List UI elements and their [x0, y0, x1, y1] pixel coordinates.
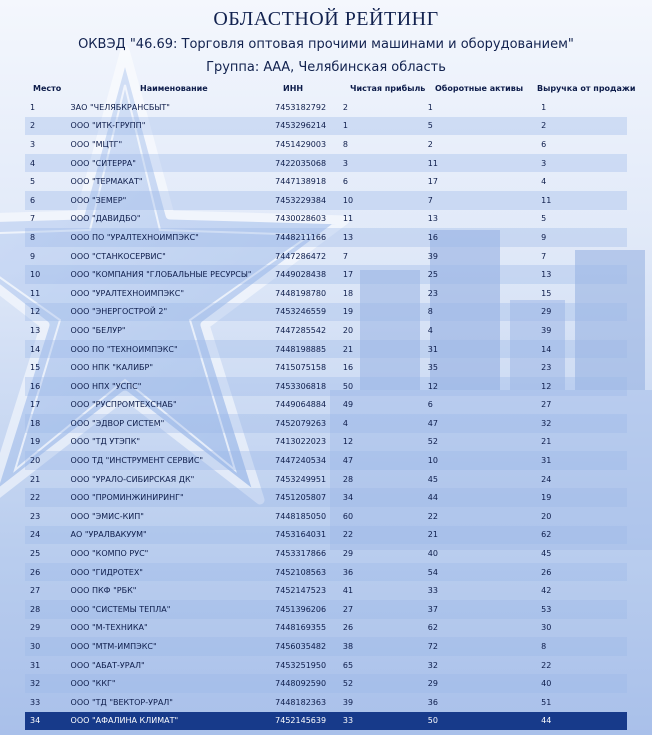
cell-assets: 4 — [427, 325, 433, 335]
cell-name: ООО "МТМ-ИМПЭКС" — [71, 637, 276, 656]
cell-profit: 47 — [343, 451, 428, 470]
header-profit: Чистая прибыль — [350, 84, 426, 93]
cell-inn: 7415075158 — [275, 363, 327, 373]
cell-place: 16 — [25, 377, 71, 396]
cell-name: ООО "ЭНЕРГОСТРОЙ 2" — [71, 303, 276, 322]
cell-profit: 49 — [342, 400, 354, 410]
cell-inn: 7451205807 — [275, 488, 343, 507]
cell-inn: 7453306818 — [275, 377, 343, 396]
cell-name: ООО "УРАЛО-СИБИРСКАЯ ДК" — [70, 474, 195, 484]
cell-profit: 41 — [342, 586, 354, 596]
cell-assets: 33 — [427, 586, 438, 596]
cell-inn: 7452079263 — [275, 414, 343, 433]
table-row — [25, 581, 627, 600]
cell-profit: 65 — [342, 660, 354, 670]
cell-place: 31 — [30, 660, 41, 670]
cell-profit: 12 — [342, 437, 354, 447]
table-row — [25, 451, 627, 470]
cell-profit: 39 — [342, 697, 354, 707]
cell-place: 1 — [30, 102, 36, 112]
cell-assets: 5 — [428, 117, 541, 136]
table-row — [25, 358, 627, 377]
cell-inn: 7448211166 — [275, 228, 343, 247]
table-row — [25, 433, 627, 452]
cell-revenue: 31 — [541, 451, 627, 470]
cell-place: 19 — [30, 437, 41, 447]
cell-revenue: 44 — [541, 712, 627, 731]
cell-inn: 7456035482 — [275, 637, 343, 656]
cell-place: 33 — [30, 697, 41, 707]
cell-place: 15 — [30, 363, 41, 373]
cell-assets: 13 — [427, 214, 438, 224]
cell-profit: 36 — [343, 563, 428, 582]
cell-assets: 17 — [427, 177, 438, 187]
cell-name: ООО "ЭМИС-КИП" — [70, 511, 144, 521]
cell-place: 20 — [25, 451, 71, 470]
cell-assets: 32 — [427, 660, 438, 670]
cell-place: 27 — [30, 586, 41, 596]
table-header — [0, 84, 652, 98]
header-assets: Оборотные активы — [435, 84, 524, 93]
cell-place: 10 — [25, 265, 71, 284]
table-row — [25, 693, 627, 712]
cell-name: ООО "АФАЛИНА КЛИМАТ" — [71, 712, 276, 731]
cell-name: ООО "ПРОМИНЖИНИРИНГ" — [71, 488, 276, 507]
cell-assets: 21 — [428, 526, 541, 545]
cell-revenue: 5 — [541, 214, 547, 224]
cell-inn: 7453249951 — [275, 474, 327, 484]
cell-profit: 18 — [342, 288, 354, 298]
cell-name: ООО "СИТЕРРА" — [71, 154, 276, 173]
table-row — [25, 135, 627, 154]
cell-revenue: 14 — [541, 340, 627, 359]
cell-place: 30 — [25, 637, 71, 656]
cell-name: ООО "КОМПО РУС" — [70, 549, 149, 559]
table-row — [25, 228, 627, 247]
cell-name: АО "УРАЛВАКУУМ" — [71, 526, 276, 545]
cell-place: 4 — [25, 154, 71, 173]
cell-place: 6 — [25, 191, 71, 210]
header-place: Место — [33, 84, 62, 93]
cell-revenue: 40 — [541, 674, 627, 693]
cell-profit: 20 — [342, 325, 354, 335]
cell-inn: 7452108563 — [275, 563, 343, 582]
cell-place: 24 — [25, 526, 71, 545]
cell-assets: 47 — [428, 414, 541, 433]
table-row — [25, 321, 627, 340]
cell-name: ООО ТД "ИНСТРУМЕНТ СЕРВИС" — [71, 451, 276, 470]
cell-name: ООО "УРАЛТЕХНОИМПЭКС" — [70, 288, 184, 298]
cell-inn: 7413022023 — [275, 437, 327, 447]
cell-place: 26 — [25, 563, 71, 582]
cell-revenue: 20 — [541, 511, 552, 521]
cell-inn: 7451429003 — [275, 139, 327, 149]
cell-assets: 36 — [427, 697, 438, 707]
cell-place: 8 — [25, 228, 71, 247]
cell-name: ООО "БЕЛУР" — [70, 325, 126, 335]
cell-profit: 2 — [342, 102, 348, 112]
cell-profit: 4 — [343, 414, 428, 433]
cell-assets: 40 — [427, 549, 438, 559]
cell-profit: 3 — [343, 154, 428, 173]
cell-revenue: 29 — [541, 303, 627, 322]
cell-revenue: 12 — [541, 377, 627, 396]
table-row — [25, 265, 627, 284]
cell-place: 34 — [25, 712, 71, 731]
table-row — [25, 619, 627, 638]
cell-inn: 7453229384 — [275, 191, 343, 210]
cell-profit: 38 — [343, 637, 428, 656]
cell-place: 22 — [25, 488, 71, 507]
cell-name: ООО "ТД УТЭПК" — [70, 437, 141, 447]
cell-inn: 7448198885 — [275, 340, 343, 359]
cell-profit: 10 — [343, 191, 428, 210]
cell-profit: 21 — [343, 340, 428, 359]
cell-revenue: 7 — [541, 251, 547, 261]
cell-inn: 7447286472 — [275, 251, 327, 261]
cell-revenue: 8 — [541, 637, 627, 656]
cell-inn: 7448092590 — [275, 674, 343, 693]
table-row — [25, 470, 627, 489]
cell-assets: 50 — [428, 712, 541, 731]
cell-revenue: 39 — [541, 325, 552, 335]
cell-assets: 72 — [428, 637, 541, 656]
cell-revenue: 6 — [541, 139, 547, 149]
cell-inn: 7453182792 — [275, 102, 327, 112]
cell-revenue: 53 — [541, 600, 627, 619]
cell-revenue: 13 — [541, 265, 627, 284]
cell-assets: 6 — [427, 400, 433, 410]
cell-assets: 10 — [428, 451, 541, 470]
table-row — [25, 117, 627, 136]
cell-place: 5 — [30, 177, 36, 187]
cell-profit: 19 — [343, 303, 428, 322]
cell-profit: 29 — [342, 549, 354, 559]
header-revenue: Выручка от продажи — [537, 84, 636, 93]
cell-inn: 7453317866 — [275, 549, 327, 559]
cell-inn: 7453246559 — [275, 303, 343, 322]
cell-assets: 52 — [427, 437, 438, 447]
table-row — [25, 526, 627, 545]
cell-assets: 12 — [428, 377, 541, 396]
cell-place: 18 — [25, 414, 71, 433]
table-row — [25, 674, 627, 693]
cell-place: 28 — [25, 600, 71, 619]
cell-place: 17 — [30, 400, 41, 410]
cell-inn: 7449064884 — [275, 400, 327, 410]
table-row — [25, 247, 627, 266]
cell-assets: 23 — [427, 288, 438, 298]
cell-profit: 27 — [343, 600, 428, 619]
cell-inn: 7453251950 — [275, 660, 327, 670]
cell-place: 29 — [30, 623, 41, 633]
cell-revenue: 11 — [541, 191, 627, 210]
cell-name: ООО "ККГ" — [71, 674, 276, 693]
cell-assets: 44 — [428, 488, 541, 507]
cell-profit: 34 — [343, 488, 428, 507]
cell-revenue: 23 — [541, 363, 552, 373]
cell-revenue: 4 — [541, 177, 547, 187]
cell-name: ООО "РУСПРОМТЕХСНАБ" — [70, 400, 177, 410]
table-row — [25, 98, 627, 117]
cell-revenue: 32 — [541, 414, 627, 433]
table-row — [25, 637, 627, 656]
cell-name: ООО "М-ТЕХНИКА" — [70, 623, 148, 633]
cell-revenue: 24 — [541, 474, 552, 484]
cell-profit: 6 — [342, 177, 348, 187]
cell-assets: 1 — [427, 102, 433, 112]
cell-place: 25 — [30, 549, 41, 559]
cell-place: 12 — [25, 303, 71, 322]
cell-name: ООО "СИСТЕМЫ ТЕПЛА" — [71, 600, 276, 619]
cell-place: 11 — [30, 288, 41, 298]
cell-revenue: 27 — [541, 400, 552, 410]
cell-profit: 16 — [342, 363, 354, 373]
cell-revenue: 2 — [541, 117, 627, 136]
cell-name: ООО "ИТК-ГРУПП" — [71, 117, 276, 136]
cell-place: 7 — [30, 214, 36, 224]
cell-assets: 35 — [427, 363, 438, 373]
header-name: Наименование — [140, 84, 208, 93]
cell-place: 21 — [30, 474, 41, 484]
cell-name: ООО НПХ "УСПС" — [71, 377, 276, 396]
cell-revenue: 15 — [541, 288, 552, 298]
rating-table — [25, 98, 627, 730]
cell-name: ООО ПКФ "РБК" — [70, 586, 137, 596]
cell-place: 9 — [30, 251, 36, 261]
cell-inn: 7448185050 — [275, 511, 327, 521]
cell-inn: 7453164031 — [275, 526, 343, 545]
cell-revenue: 62 — [541, 526, 627, 545]
cell-name: ООО НПК "КАЛИБР" — [70, 363, 154, 373]
cell-name: ООО "АБАТ-УРАЛ" — [70, 660, 145, 670]
cell-assets: 16 — [428, 228, 541, 247]
cell-assets: 39 — [427, 251, 438, 261]
cell-profit: 28 — [342, 474, 354, 484]
cell-assets: 37 — [428, 600, 541, 619]
cell-profit: 11 — [342, 214, 354, 224]
cell-revenue: 30 — [541, 623, 552, 633]
cell-profit: 26 — [342, 623, 354, 633]
table-row — [25, 414, 627, 433]
cell-assets: 31 — [428, 340, 541, 359]
cell-revenue: 42 — [541, 586, 552, 596]
table-row — [25, 303, 627, 322]
cell-name: ООО "ЗЕМЕР" — [71, 191, 276, 210]
table-row — [25, 172, 627, 191]
page-title: ОБЛАСТНОЙ РЕЙТИНГ — [213, 8, 439, 30]
cell-profit: 7 — [342, 251, 348, 261]
cell-name: ООО "ГИДРОТЕХ" — [71, 563, 276, 582]
table-row — [25, 488, 627, 507]
cell-revenue: 22 — [541, 660, 552, 670]
cell-profit: 8 — [342, 139, 348, 149]
cell-profit: 50 — [343, 377, 428, 396]
cell-name: ООО "КОМПАНИЯ "ГЛОБАЛЬНЫЕ РЕСУРСЫ" — [71, 265, 276, 284]
table-row — [25, 377, 627, 396]
table-row — [25, 507, 627, 526]
cell-profit: 52 — [343, 674, 428, 693]
cell-assets: 45 — [427, 474, 438, 484]
table-row — [25, 544, 627, 563]
cell-inn: 7448182363 — [275, 697, 327, 707]
cell-assets: 25 — [428, 265, 541, 284]
cell-assets: 11 — [428, 154, 541, 173]
cell-inn: 7451396206 — [275, 600, 343, 619]
table-row — [25, 600, 627, 619]
table-row — [25, 284, 627, 303]
cell-place: 23 — [30, 511, 41, 521]
table-row — [25, 396, 627, 415]
table-row — [25, 712, 627, 731]
cell-assets: 29 — [428, 674, 541, 693]
cell-inn: 7449028438 — [275, 265, 343, 284]
cell-assets: 22 — [427, 511, 438, 521]
cell-assets: 2 — [427, 139, 433, 149]
cell-name: ООО ПО "УРАЛТЕХНОИМПЭКС" — [71, 228, 276, 247]
cell-name: ООО "МЦТГ" — [70, 139, 123, 149]
cell-name: ЗАО "ЧЕЛЯБКРАНСБЫТ" — [70, 102, 170, 112]
cell-name: ООО "СТАНКОСЕРВИС" — [70, 251, 166, 261]
cell-revenue: 21 — [541, 437, 552, 447]
cell-inn: 7447285542 — [275, 325, 327, 335]
cell-name: ООО "ТЕРМАКАТ" — [70, 177, 143, 187]
cell-assets: 8 — [428, 303, 541, 322]
table-row — [25, 656, 627, 675]
cell-name: ООО "ТД "ВЕКТОР-УРАЛ" — [70, 697, 173, 707]
table-row — [25, 191, 627, 210]
cell-revenue: 19 — [541, 488, 627, 507]
cell-inn: 7422035068 — [275, 154, 343, 173]
table-row — [25, 210, 627, 229]
header-inn: ИНН — [283, 84, 304, 93]
table-row — [25, 154, 627, 173]
cell-assets: 7 — [428, 191, 541, 210]
cell-inn: 7452147523 — [275, 586, 327, 596]
cell-place: 3 — [30, 139, 36, 149]
cell-profit: 1 — [343, 117, 428, 136]
cell-revenue: 3 — [541, 154, 627, 173]
cell-profit: 17 — [343, 265, 428, 284]
cell-inn: 7453296214 — [275, 117, 343, 136]
cell-profit: 33 — [343, 712, 428, 731]
cell-name: ООО "ДАВИДБО" — [70, 214, 141, 224]
cell-profit: 13 — [343, 228, 428, 247]
cell-name: ООО "ЭДВОР СИСТЕМ" — [71, 414, 276, 433]
cell-revenue: 26 — [541, 563, 627, 582]
cell-inn: 7448169355 — [275, 623, 327, 633]
cell-profit: 60 — [342, 511, 354, 521]
cell-place: 13 — [30, 325, 41, 335]
cell-profit: 22 — [343, 526, 428, 545]
cell-assets: 54 — [428, 563, 541, 582]
table-row — [25, 563, 627, 582]
cell-inn: 7430028603 — [275, 214, 327, 224]
cell-revenue: 51 — [541, 697, 552, 707]
okved-subtitle: ОКВЭД "46.69: Торговля оптовая прочими машинами и оборудованием" — [78, 37, 574, 52]
group-subtitle: Группа: ААА, Челябинская область — [206, 60, 446, 75]
cell-revenue: 9 — [541, 228, 627, 247]
cell-inn: 7452145639 — [275, 712, 343, 731]
cell-inn: 7448198780 — [275, 288, 327, 298]
cell-place: 2 — [25, 117, 71, 136]
table-row — [25, 340, 627, 359]
cell-assets: 62 — [427, 623, 438, 633]
cell-place: 14 — [25, 340, 71, 359]
cell-revenue: 1 — [541, 102, 547, 112]
cell-inn: 7447240534 — [275, 451, 343, 470]
cell-name: ООО ПО "ТЕХНОИМПЭКС" — [71, 340, 276, 359]
cell-inn: 7447138918 — [275, 177, 327, 187]
cell-revenue: 45 — [541, 549, 552, 559]
cell-place: 32 — [25, 674, 71, 693]
